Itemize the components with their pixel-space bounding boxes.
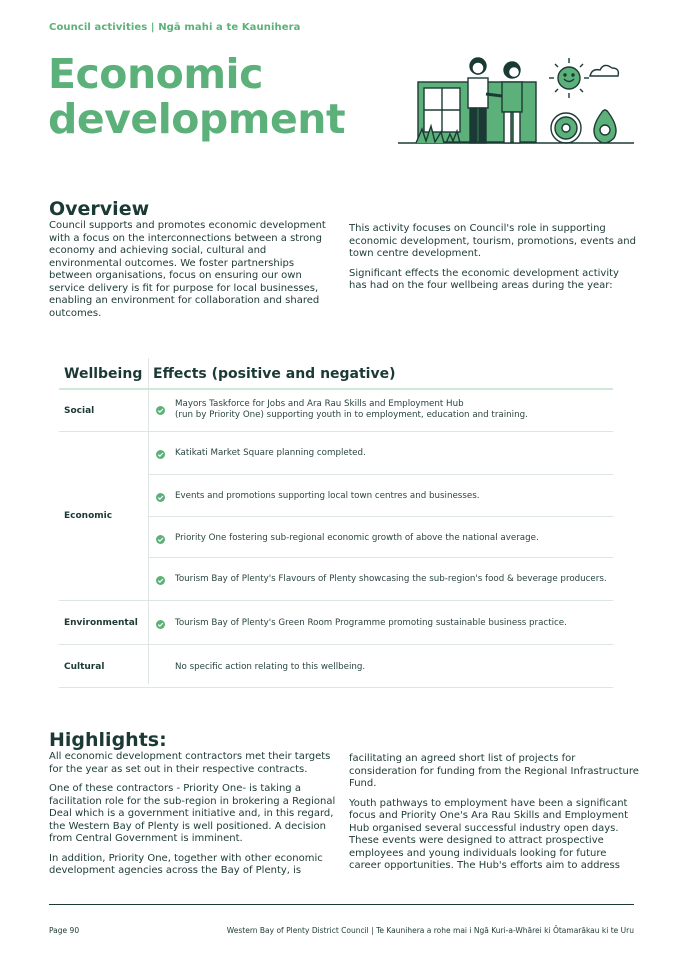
effect-social-line-1: Mayors Taskforce for Jobs and Ara Rau Skills and Employment Hub: [175, 399, 464, 409]
wellbeing-environmental-label: Environmental: [64, 618, 138, 628]
sun-shape: [558, 67, 580, 89]
highlights-section: [49, 729, 339, 878]
check-circle-icon: [156, 493, 165, 502]
overview-right-column: [349, 223, 639, 293]
header-wellbeing: Wellbeing: [64, 366, 143, 382]
cloud-shape: [590, 65, 618, 76]
footer-divider: [49, 904, 634, 905]
header-effects: Effects (positive and negative): [153, 366, 396, 382]
effect-social-line-2: (run by Priority One) supporting youth in to employment, education and training.: [175, 410, 528, 420]
title-line-1: Economic: [48, 50, 263, 98]
economic-effect-item: [148, 432, 613, 475]
overview-section: [49, 198, 339, 320]
table-row-social: [59, 390, 613, 432]
effect-social: [175, 399, 615, 421]
person-two-body: [502, 82, 522, 112]
economic-development-illustration: [398, 52, 638, 148]
highlights-left-paragraph-1: All economic development contractors met their targets for the year as set out in their respective contracts.: [49, 751, 331, 775]
footer-organisation: Western Bay of Plenty District Council | Te Kaunihera a rohe mai i Ngā Kuri-a-Whārei ki Ōtamarākau ki te Uru: [226, 926, 634, 935]
title-line-2: development: [48, 95, 346, 143]
page-title: [48, 52, 345, 142]
wellbeing-economic-label: Economic: [64, 511, 113, 521]
effect-cultural: No specific action relating to this wellbeing.: [175, 662, 366, 672]
person-one-body: [468, 78, 488, 108]
table-header: [59, 358, 613, 390]
wellbeing-cultural-label: Cultural: [64, 662, 105, 672]
highlights-left-paragraph-3: In addition, Priority One, together with other economic development agencies across the Bay of Plenty, is: [49, 852, 323, 876]
effect-environmental: Tourism Bay of Plenty's Green Room Programme promoting sustainable business practice.: [175, 618, 567, 628]
table-row-economic: [59, 432, 613, 601]
page-number: Page 90: [49, 926, 80, 935]
overview-right-paragraph-2: Significant effects the economic development activity has had on the four wellbeing areas during the year:: [349, 267, 619, 291]
economic-effect-3: Priority One fostering sub-regional economic growth of above the national average.: [175, 533, 539, 543]
check-circle-icon: [156, 450, 165, 459]
breadcrumb: Council activities | Ngā mahi a te Kaunihera: [49, 22, 301, 33]
overview-right-paragraph-1: This activity focuses on Council's role in supporting economic development, tourism, promotions, events and town centre development.: [349, 223, 636, 259]
highlights-left-paragraph-2: One of these contractors - Priority One- is taking a facilitation role for the sub-region in brokering a Regional Deal which is a government initiative and, in this regard, the Western Bay of Plenty is well positioned. A decision from Central Government is imminent.: [49, 783, 336, 844]
economic-effect-4: Tourism Bay of Plenty's Flavours of Plenty showcasing the sub-region's food & beverage producers.: [175, 574, 607, 584]
highlights-heading: Highlights:: [49, 729, 167, 751]
table-row-cultural: [59, 645, 613, 688]
check-circle-icon: [156, 535, 165, 544]
check-circle-icon: [156, 576, 165, 585]
economic-effect-1: Katikati Market Square planning completed.: [175, 448, 366, 458]
highlights-right-paragraph-2: Youth pathways to employment have been a significant focus and Priority One's Ara Rau Skills and Employment Hub organised several successful industry open days. These events were designed to attract prospective employees and young individuals looking for future career opportunities. The Hub's efforts aim to address: [349, 797, 628, 871]
wellbeing-table: [59, 358, 613, 688]
economic-effect-item: [148, 557, 613, 599]
highlights-right-paragraph-1: facilitating an agreed short list of projects for consideration for funding from the Regional Infrastructure Fund.: [349, 753, 639, 789]
table-row-environmental: [59, 601, 613, 645]
wellbeing-social-label: Social: [64, 406, 95, 416]
handshake: [486, 94, 502, 96]
economic-effect-item: [148, 516, 613, 558]
overview-left-paragraph: Council supports and promotes economic development with a focus on the interconnections between a strong economy and achieving social, cultural and environmental outcomes. We foster partnerships between organisations, focus on ensuring our own service delivery is fit for purpose for local businesses, enabling an environment for collaboration and shared outcomes.: [49, 220, 326, 319]
economic-effect-2: Events and promotions supporting local town centres and businesses.: [175, 491, 480, 501]
check-circle-icon: [156, 406, 165, 415]
economic-effect-item: [148, 474, 613, 517]
highlights-right-column: [349, 753, 639, 873]
overview-heading: Overview: [49, 198, 150, 220]
check-circle-icon: [156, 620, 165, 629]
